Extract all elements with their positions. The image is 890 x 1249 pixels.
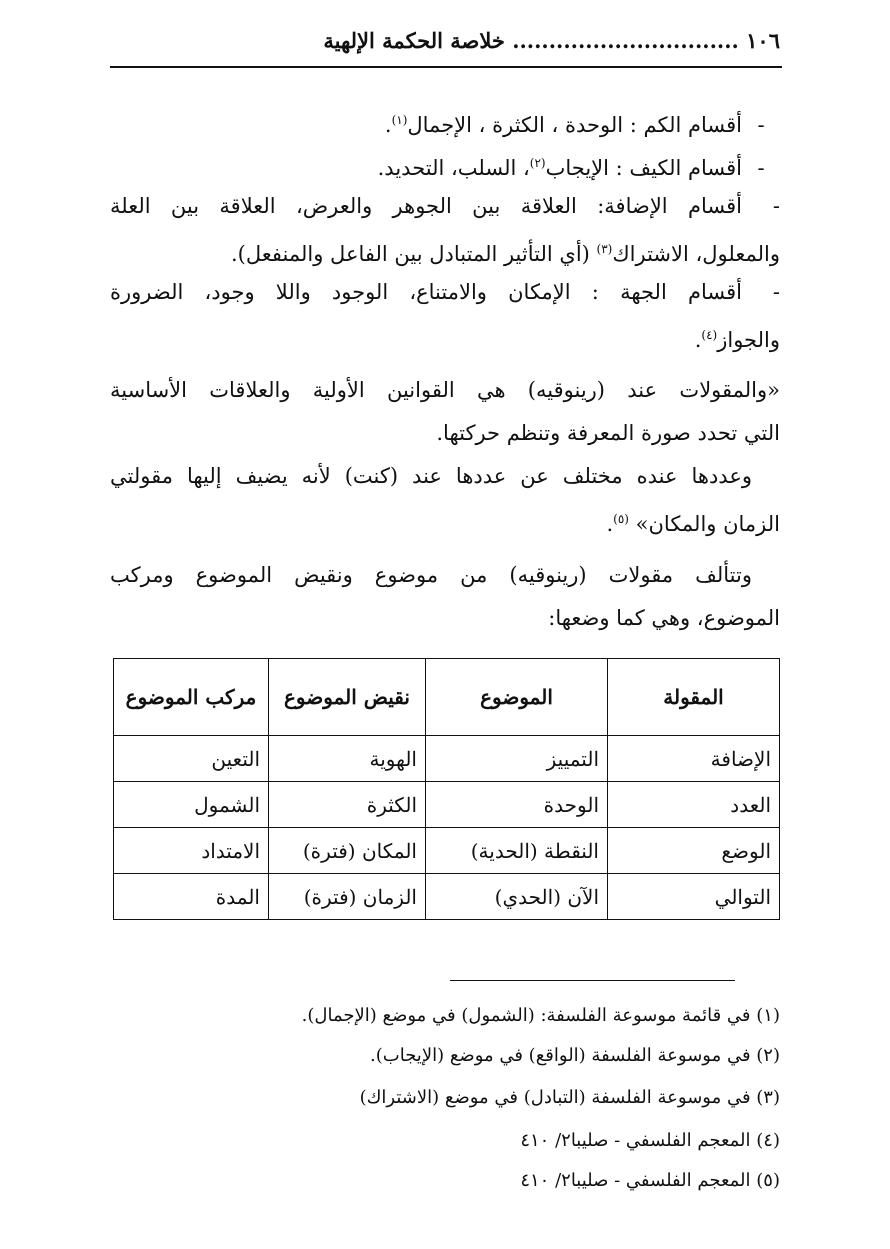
- text: .: [606, 512, 614, 536]
- book-title: خلاصة الحكمة الإلهية: [323, 28, 505, 53]
- column-header: مركب الموضوع: [114, 659, 269, 736]
- text: .: [384, 113, 392, 137]
- paragraph-line: وعددها عنده مختلف عن عددها عند (كنت) لأنه يضيف إليها مقولتي: [110, 464, 752, 488]
- paragraph-line: الموضوع، وهي كما وضعها:: [548, 606, 780, 630]
- footnote-ref: (١): [391, 113, 408, 127]
- paragraph-line: التي تحدد صورة المعرفة وتنظم حركتها.: [436, 421, 780, 445]
- text: أقسام الكيف : الإيجاب: [545, 156, 742, 180]
- cell: الهوية: [269, 736, 426, 782]
- categories-table: [113, 658, 780, 920]
- paragraph-line: وتتألف مقولات (رينوقيه) من موضوع ونقيض الموضوع ومركب: [110, 563, 752, 587]
- footnote: (٥) المعجم الفلسفي - صليبا٢/ ٤١٠: [520, 1170, 780, 1191]
- footnote: (٣) في موسوعة الفلسفة (التبادل) في موضع (الاشتراك): [359, 1087, 780, 1108]
- column-header: نقيض الموضوع: [269, 659, 426, 736]
- text: الزمان والمكان»: [628, 512, 780, 536]
- bullet-relation-cont: [110, 229, 780, 269]
- bullet-relation: -أقسام الإضافة: العلاقة بين الجوهر والعرض، العلاقة بين العلة: [110, 194, 780, 218]
- cell: التوالي: [608, 874, 780, 920]
- text: والجواز: [717, 328, 780, 352]
- footnote-ref: (٥): [613, 512, 629, 526]
- footnote-ref: (٤): [701, 328, 718, 342]
- text: .: [694, 328, 702, 352]
- header-dots: ...............................: [512, 28, 739, 53]
- cell: الإضافة: [608, 736, 780, 782]
- table-row: [114, 782, 780, 828]
- page-number: ١٠٦: [746, 28, 780, 53]
- header-rule: [110, 66, 782, 68]
- text: (أي التأثير المتبادل بين الفاعل والمنفعل).: [230, 242, 597, 266]
- cell: المدة: [114, 874, 269, 920]
- table-row: [114, 736, 780, 782]
- cell: العدد: [608, 782, 780, 828]
- table-row: [114, 828, 780, 874]
- footnote: (١) في قائمة موسوعة الفلسفة: (الشمول) في موضع (الإجمال).: [301, 1005, 780, 1026]
- cell: التعين: [114, 736, 269, 782]
- footnote: (٢) في موسوعة الفلسفة (الواقع) في موضع (الإيجاب).: [370, 1045, 780, 1066]
- column-header: المقولة: [608, 659, 780, 736]
- cell: الوحدة: [426, 782, 608, 828]
- cell: الشمول: [114, 782, 269, 828]
- column-header: الموضوع: [426, 659, 608, 736]
- cell: المكان (فترة): [269, 828, 426, 874]
- cell: الامتداد: [114, 828, 269, 874]
- paragraph-line: [110, 499, 780, 539]
- cell: النقطة (الحدية): [426, 828, 608, 874]
- table-row: [114, 874, 780, 920]
- cell: الوضع: [608, 828, 780, 874]
- text: أقسام الجهة : الإمكان والامتناع، الوجود واللا وجود، الضرورة: [110, 280, 742, 304]
- footnote-ref: (٣): [596, 242, 613, 256]
- cell: الزمان (فترة): [269, 874, 426, 920]
- footnote: (٤) المعجم الفلسفي - صليبا٢/ ٤١٠: [520, 1130, 780, 1151]
- paragraph-line: «والمقولات عند (رينوقيه) هي القوانين الأولية والعلاقات الأساسية: [110, 378, 780, 402]
- bullet-quality: -أقسام الكيف : الإيجاب$^{(٢)}$، السلب، التحديد.: [377, 156, 765, 180]
- running-header: [110, 28, 780, 64]
- bullet-modality: -أقسام الجهة : الإمكان والامتناع، الوجود واللا وجود، الضرورة: [110, 280, 780, 304]
- table-header-row: [114, 659, 780, 736]
- text: أقسام الكم : الوحدة ، الكثرة ، الإجمال: [407, 113, 742, 137]
- cell: الكثرة: [269, 782, 426, 828]
- text: أقسام الإضافة: العلاقة بين الجوهر والعرض، العلاقة بين العلة: [110, 194, 742, 218]
- bullet-quantity: -أقسام الكم : الوحدة ، الكثرة ، الإجمال$^{(١)}$.: [384, 113, 765, 137]
- bullet-modality-cont: [110, 315, 780, 355]
- cell: الآن (الحدي): [426, 874, 608, 920]
- footnote-rule: [450, 980, 735, 981]
- text: والمعلول، الاشتراك: [612, 242, 780, 266]
- text: ، السلب، التحديد.: [377, 156, 530, 180]
- cell: التمييز: [426, 736, 608, 782]
- footnote-ref: (٢): [529, 156, 546, 170]
